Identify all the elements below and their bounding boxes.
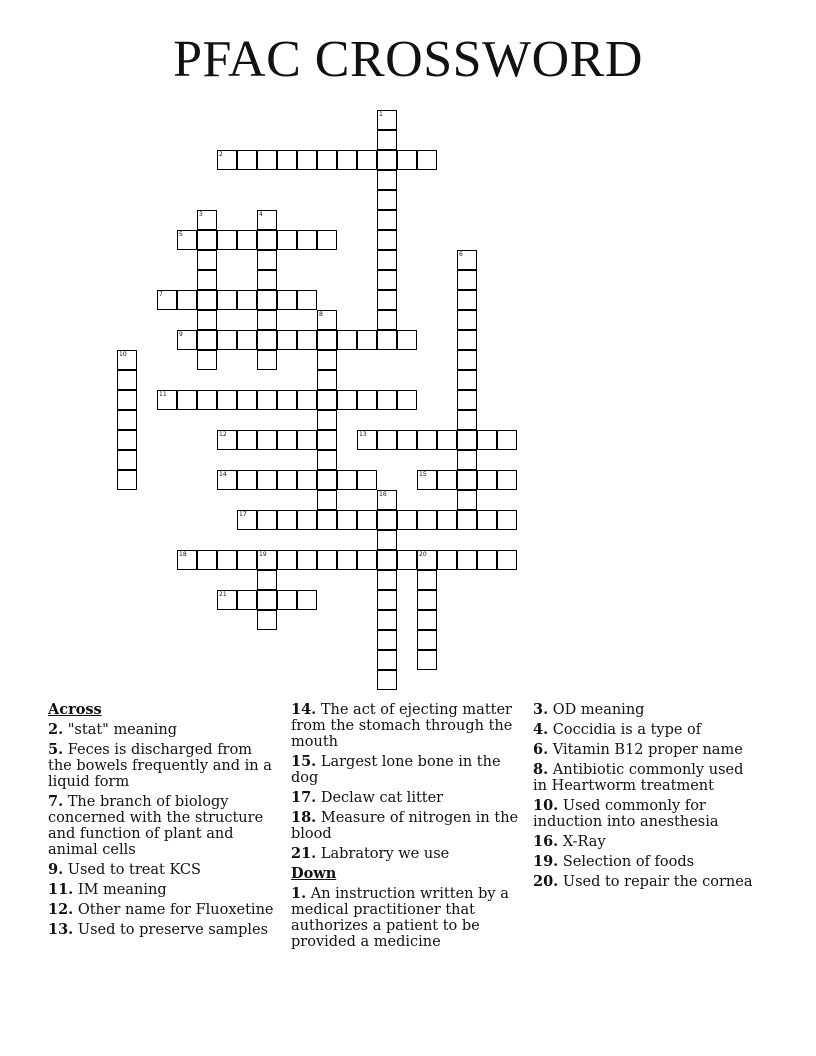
grid-cell[interactable]: [157, 290, 177, 310]
clue-text: Antibiotic commonly used in Heartworm treatment: [533, 762, 744, 794]
grid-cell[interactable]: [217, 330, 237, 350]
clue-text: Measure of nitrogen in the blood: [291, 810, 519, 842]
grid-cell[interactable]: [337, 510, 357, 530]
grid-cell[interactable]: [457, 450, 477, 470]
grid-cell[interactable]: [337, 330, 357, 350]
grid-cell[interactable]: [457, 310, 477, 330]
clue-number-label: 6.: [533, 741, 549, 758]
clue: [48, 862, 276, 878]
grid-cell[interactable]: [297, 150, 317, 170]
grid-cell[interactable]: [477, 510, 497, 530]
clue: [533, 834, 761, 850]
clue-number-label: 10.: [533, 797, 559, 814]
grid-cell[interactable]: [257, 430, 277, 450]
grid-cell[interactable]: [317, 370, 337, 390]
grid-cell[interactable]: [477, 470, 497, 490]
clue-number-label: 16.: [533, 833, 559, 850]
grid-cell[interactable]: [497, 470, 517, 490]
clue-text: Coccidia is a type of: [552, 722, 702, 738]
grid-cell[interactable]: [457, 510, 477, 530]
grid-cell[interactable]: [197, 230, 217, 250]
grid-cell[interactable]: [337, 550, 357, 570]
grid-cell[interactable]: [457, 470, 477, 490]
clue-text: Declaw cat litter: [320, 790, 444, 806]
clue-column-1: [48, 702, 276, 942]
grid-cell[interactable]: [397, 330, 417, 350]
grid-cell[interactable]: [417, 430, 437, 450]
grid-cell[interactable]: [237, 470, 257, 490]
grid-cell[interactable]: [357, 430, 377, 450]
grid-cell[interactable]: [377, 430, 397, 450]
grid-cell[interactable]: [477, 550, 497, 570]
clue-number: 14: [219, 471, 227, 478]
clue-number: 21: [219, 591, 227, 598]
grid-cell[interactable]: [377, 250, 397, 270]
grid-cell[interactable]: [197, 390, 217, 410]
grid-cell[interactable]: [197, 310, 217, 330]
clue-number-label: 14.: [291, 701, 317, 718]
clue-text: Used commonly for induction into anesthesia: [533, 798, 719, 830]
grid-cell[interactable]: [277, 470, 297, 490]
grid-cell[interactable]: [237, 390, 257, 410]
clue: [48, 794, 276, 858]
grid-cell[interactable]: [417, 590, 437, 610]
clue-number: 17: [239, 511, 247, 518]
grid-cell[interactable]: [277, 430, 297, 450]
grid-cell[interactable]: [117, 370, 137, 390]
grid-cell[interactable]: [457, 290, 477, 310]
grid-cell[interactable]: [257, 270, 277, 290]
grid-cell[interactable]: [357, 150, 377, 170]
clue-text: Used to preserve samples: [77, 922, 269, 938]
grid-cell[interactable]: [257, 570, 277, 590]
grid-cell[interactable]: [377, 130, 397, 150]
grid-cell[interactable]: [177, 550, 197, 570]
clue-number: 12: [219, 431, 227, 438]
grid-cell[interactable]: [197, 250, 217, 270]
grid-cell[interactable]: [197, 270, 217, 290]
clue-number: 18: [179, 551, 187, 558]
grid-cell[interactable]: [377, 510, 397, 530]
clue-number: 8: [319, 311, 323, 318]
clue-number-label: 2.: [48, 721, 64, 738]
clue: [533, 742, 761, 758]
clue-number-label: 7.: [48, 793, 64, 810]
grid-cell[interactable]: [377, 610, 397, 630]
clue-text: IM meaning: [77, 882, 167, 898]
clue-number: 11: [159, 391, 167, 398]
grid-cell[interactable]: [277, 150, 297, 170]
grid-cell[interactable]: [217, 390, 237, 410]
grid-cell[interactable]: [237, 230, 257, 250]
clue-number: 19: [259, 551, 267, 558]
grid-cell[interactable]: [257, 550, 277, 570]
grid-cell[interactable]: [457, 350, 477, 370]
grid-cell[interactable]: [237, 430, 257, 450]
clue: [533, 854, 761, 870]
grid-cell[interactable]: [377, 670, 397, 690]
across-header: Across: [48, 701, 102, 718]
clue-number-label: 21.: [291, 845, 317, 862]
grid-cell[interactable]: [377, 310, 397, 330]
grid-cell[interactable]: [437, 510, 457, 530]
grid-cell[interactable]: [477, 430, 497, 450]
grid-cell[interactable]: [417, 510, 437, 530]
grid-cell[interactable]: [317, 490, 337, 510]
clue-number-label: 19.: [533, 853, 559, 870]
clue-number-label: 13.: [48, 921, 74, 938]
grid-cell[interactable]: [377, 590, 397, 610]
grid-cell[interactable]: [437, 550, 457, 570]
clue-text: Largest lone bone in the dog: [291, 754, 501, 786]
grid-cell[interactable]: [377, 530, 397, 550]
clue-number-label: 9.: [48, 861, 64, 878]
clue: [291, 790, 519, 806]
grid-cell[interactable]: [317, 310, 337, 330]
grid-cell[interactable]: [297, 230, 317, 250]
grid-cell[interactable]: [257, 610, 277, 630]
grid-cell[interactable]: [277, 330, 297, 350]
clue-text: The branch of biology concerned with the structure and function of plant and animal cells: [48, 794, 264, 858]
grid-cell[interactable]: [417, 570, 437, 590]
grid-cell[interactable]: [417, 650, 437, 670]
grid-cell[interactable]: [317, 410, 337, 430]
clue: [291, 846, 519, 862]
grid-cell[interactable]: [217, 150, 237, 170]
clue-column-3: [533, 702, 761, 894]
grid-cell[interactable]: [417, 610, 437, 630]
grid-cell[interactable]: [377, 270, 397, 290]
grid-cell[interactable]: [357, 550, 377, 570]
grid-cell[interactable]: [417, 470, 437, 490]
page-title: PFAC CROSSWORD: [173, 31, 643, 88]
clue-number: 3: [199, 211, 203, 218]
grid-cell[interactable]: [217, 290, 237, 310]
grid-cell[interactable]: [317, 330, 337, 350]
clue-number-label: 4.: [533, 721, 549, 738]
clue-number: 13: [359, 431, 367, 438]
grid-cell[interactable]: [257, 350, 277, 370]
clue-number: 16: [379, 491, 387, 498]
grid-cell[interactable]: [177, 330, 197, 350]
grid-cell[interactable]: [457, 270, 477, 290]
grid-cell[interactable]: [217, 470, 237, 490]
grid-cell[interactable]: [457, 330, 477, 350]
clue: [291, 702, 519, 750]
clue: [48, 742, 276, 790]
clue-text: Selection of foods: [562, 854, 695, 870]
grid-cell[interactable]: [277, 590, 297, 610]
grid-cell[interactable]: [457, 390, 477, 410]
grid-cell[interactable]: [217, 590, 237, 610]
grid-cell[interactable]: [297, 390, 317, 410]
grid-cell[interactable]: [317, 550, 337, 570]
clue-number: 5: [179, 231, 183, 238]
clue-number: 20: [419, 551, 427, 558]
clue-column-2: [291, 702, 519, 954]
clue-text: Other name for Fluoxetine: [77, 902, 274, 918]
grid-cell[interactable]: [317, 350, 337, 370]
grid-cell[interactable]: [197, 350, 217, 370]
grid-cell[interactable]: [277, 510, 297, 530]
grid-cell[interactable]: [177, 290, 197, 310]
clue: [533, 702, 761, 718]
grid-cell[interactable]: [217, 430, 237, 450]
grid-cell[interactable]: [377, 290, 397, 310]
grid-cell[interactable]: [377, 550, 397, 570]
grid-cell[interactable]: [417, 150, 437, 170]
grid-cell[interactable]: [117, 390, 137, 410]
grid-cell[interactable]: [337, 390, 357, 410]
grid-cell[interactable]: [117, 430, 137, 450]
grid-cell[interactable]: [197, 290, 217, 310]
grid-cell[interactable]: [457, 490, 477, 510]
grid-cell[interactable]: [237, 550, 257, 570]
grid-cell[interactable]: [217, 230, 237, 250]
clue-text: Labratory we use: [320, 846, 450, 862]
grid-cell[interactable]: [377, 170, 397, 190]
clue-number: 15: [419, 471, 427, 478]
clue-text: Used to repair the cornea: [562, 874, 753, 890]
grid-cell[interactable]: [257, 290, 277, 310]
clue: [533, 722, 761, 738]
grid-cell[interactable]: [237, 150, 257, 170]
grid-cell[interactable]: [497, 550, 517, 570]
grid-cell[interactable]: [257, 330, 277, 350]
clue-number-label: 17.: [291, 789, 317, 806]
clue: [291, 754, 519, 786]
grid-cell[interactable]: [397, 390, 417, 410]
clue-number: 9: [179, 331, 183, 338]
grid-cell[interactable]: [377, 570, 397, 590]
clue-number: 10: [119, 351, 127, 358]
grid-cell[interactable]: [357, 510, 377, 530]
grid-cell[interactable]: [377, 230, 397, 250]
clue-number-label: 20.: [533, 873, 559, 890]
clue-text: Vitamin B12 proper name: [552, 742, 743, 758]
grid-cell[interactable]: [457, 550, 477, 570]
grid-cell[interactable]: [317, 430, 337, 450]
grid-cell[interactable]: [437, 430, 457, 450]
grid-cell[interactable]: [237, 510, 257, 530]
clue-number: 4: [259, 211, 263, 218]
grid-cell[interactable]: [297, 290, 317, 310]
grid-cell[interactable]: [457, 370, 477, 390]
clue-text: OD meaning: [552, 702, 645, 718]
clue-text: X-Ray: [562, 834, 606, 850]
grid-cell[interactable]: [257, 590, 277, 610]
grid-cell[interactable]: [317, 230, 337, 250]
clue-number: 2: [219, 151, 223, 158]
grid-cell[interactable]: [317, 470, 337, 490]
grid-cell[interactable]: [197, 210, 217, 230]
grid-cell[interactable]: [317, 150, 337, 170]
clue: [533, 798, 761, 830]
grid-cell[interactable]: [297, 430, 317, 450]
clue: [48, 882, 276, 898]
grid-cell[interactable]: [177, 390, 197, 410]
grid-cell[interactable]: [377, 330, 397, 350]
clue-number-label: 5.: [48, 741, 64, 758]
grid-cell[interactable]: [497, 510, 517, 530]
grid-cell[interactable]: [397, 550, 417, 570]
clue: [48, 922, 276, 938]
grid-cell[interactable]: [457, 410, 477, 430]
grid-cell[interactable]: [197, 330, 217, 350]
grid-cell[interactable]: [337, 150, 357, 170]
grid-cell[interactable]: [117, 350, 137, 370]
grid-cell[interactable]: [217, 550, 237, 570]
grid-cell[interactable]: [257, 250, 277, 270]
grid-cell[interactable]: [257, 210, 277, 230]
clue: [291, 810, 519, 842]
grid-cell[interactable]: [317, 510, 337, 530]
clue: [533, 762, 761, 794]
grid-cell[interactable]: [377, 490, 397, 510]
clue-number-label: 11.: [48, 881, 74, 898]
grid-cell[interactable]: [297, 550, 317, 570]
clue-number: 1: [379, 111, 383, 118]
grid-cell[interactable]: [277, 290, 297, 310]
grid-cell[interactable]: [257, 230, 277, 250]
grid-cell[interactable]: [257, 310, 277, 330]
grid-cell[interactable]: [277, 550, 297, 570]
clue-number: 6: [459, 251, 463, 258]
grid-cell[interactable]: [257, 510, 277, 530]
grid-cell[interactable]: [297, 470, 317, 490]
grid-cell[interactable]: [357, 330, 377, 350]
grid-cell[interactable]: [417, 550, 437, 570]
clue-number-label: 18.: [291, 809, 317, 826]
grid-cell[interactable]: [157, 390, 177, 410]
grid-cell[interactable]: [457, 430, 477, 450]
clue: [48, 902, 276, 918]
clue-number-label: 1.: [291, 885, 307, 902]
clue: [48, 722, 276, 738]
clue-text: "stat" meaning: [67, 722, 178, 738]
clue: [533, 874, 761, 890]
clue-number-label: 8.: [533, 761, 549, 778]
grid-cell[interactable]: [417, 630, 437, 650]
grid-cell[interactable]: [397, 150, 417, 170]
clue-text: An instruction written by a medical practitioner that authorizes a patient to be provided a medicine: [291, 886, 509, 950]
grid-cell[interactable]: [117, 450, 137, 470]
clue: [291, 886, 519, 950]
clue-text: Feces is discharged from the bowels frequently and in a liquid form: [48, 742, 272, 790]
clue-number: 7: [159, 291, 163, 298]
grid-cell[interactable]: [317, 390, 337, 410]
clue-number-label: 3.: [533, 701, 549, 718]
grid-cell[interactable]: [377, 110, 397, 130]
clue-text: Used to treat KCS: [67, 862, 201, 878]
grid-cell[interactable]: [377, 190, 397, 210]
grid-cell[interactable]: [237, 290, 257, 310]
grid-cell[interactable]: [197, 550, 217, 570]
grid-cell[interactable]: [297, 590, 317, 610]
grid-cell[interactable]: [277, 230, 297, 250]
grid-cell[interactable]: [117, 470, 137, 490]
grid-cell[interactable]: [377, 650, 397, 670]
grid-cell[interactable]: [357, 390, 377, 410]
clue-number-label: 15.: [291, 753, 317, 770]
grid-cell[interactable]: [237, 330, 257, 350]
grid-cell[interactable]: [117, 410, 137, 430]
grid-cell[interactable]: [297, 510, 317, 530]
grid-cell[interactable]: [457, 250, 477, 270]
grid-cell[interactable]: [237, 590, 257, 610]
grid-cell[interactable]: [177, 230, 197, 250]
grid-cell[interactable]: [257, 470, 277, 490]
grid-cell[interactable]: [377, 390, 397, 410]
grid-cell[interactable]: [437, 470, 457, 490]
grid-cell[interactable]: [257, 150, 277, 170]
grid-cell[interactable]: [317, 450, 337, 470]
grid-cell[interactable]: [377, 630, 397, 650]
grid-cell[interactable]: [277, 390, 297, 410]
grid-cell[interactable]: [357, 470, 377, 490]
grid-cell[interactable]: [397, 430, 417, 450]
grid-cell[interactable]: [377, 210, 397, 230]
grid-cell[interactable]: [397, 510, 417, 530]
down-header: Down: [291, 865, 337, 882]
grid-cell[interactable]: [377, 150, 397, 170]
clue-number-label: 12.: [48, 901, 74, 918]
clue-text: The act of ejecting matter from the stomach through the mouth: [291, 702, 513, 750]
grid-cell[interactable]: [337, 470, 357, 490]
grid-cell[interactable]: [297, 330, 317, 350]
grid-cell[interactable]: [257, 390, 277, 410]
grid-cell[interactable]: [497, 430, 517, 450]
